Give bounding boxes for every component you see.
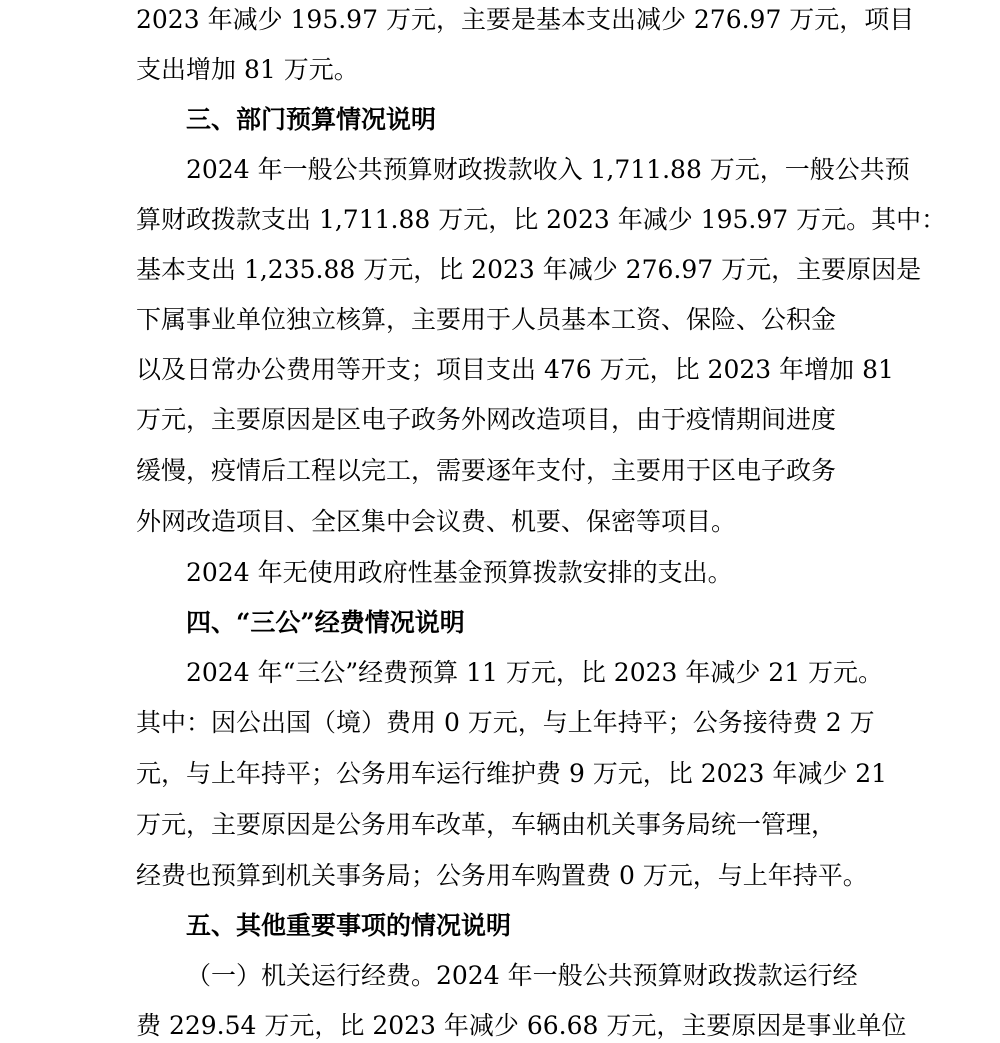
text-line: 其中：因公出国（境）费用 0 万元，与上年持平；公务接待费 2 万 [136, 708, 875, 737]
text-line: 基本支出 1,235.88 万元，比 2023 年减少 276.97 万元，主要原因是 [136, 255, 922, 284]
text-line: 以及日常办公费用等开支；项目支出 476 万元，比 2023 年增加 81 [136, 355, 894, 384]
text-line: 费 229.54 万元，比 2023 年减少 66.68 万元，主要原因是事业单位 [136, 1011, 907, 1040]
text-line: （一）机关运行经费。2024 年一般公共预算财政拨款运行经 [186, 961, 858, 990]
text-line: 支出增加 81 万元。 [136, 55, 359, 84]
text-line: 经费也预算到机关事务局；公务用车购置费 0 万元，与上年持平。 [136, 861, 868, 890]
section-heading-4: 四、“三公”经费情况说明 [186, 608, 465, 637]
text-line: 缓慢，疫情后工程以完工，需要逐年支付，主要用于区电子政务 [136, 456, 837, 485]
text-line: 万元，主要原因是公务用车改革，车辆由机关事务局统一管理， [136, 810, 837, 839]
text-line: 外网改造项目、全区集中会议费、机要、保密等项目。 [136, 507, 737, 536]
text-line: 2024 年一般公共预算财政拨款收入 1,711.88 万元，一般公共预 [186, 155, 910, 184]
text-line: 2024 年无使用政府性基金预算拨款安排的支出。 [186, 558, 733, 587]
text-line: 2024 年“三公”经费预算 11 万元，比 2023 年减少 21 万元。 [186, 658, 884, 687]
section-heading-5: 五、其他重要事项的情况说明 [186, 911, 512, 940]
text-line: 算财政拨款支出 1,711.88 万元，比 2023 年减少 195.97 万元。其中： [136, 205, 947, 234]
text-line: 下属事业单位独立核算，主要用于人员基本工资、保险、公积金 [136, 305, 837, 334]
section-heading-3: 三、部门预算情况说明 [186, 105, 437, 134]
text-line: 2023 年减少 195.97 万元，主要是基本支出减少 276.97 万元，项目 [136, 5, 915, 34]
text-line: 元，与上年持平；公务用车运行维护费 9 万元，比 2023 年减少 21 [136, 759, 888, 788]
text-line: 万元，主要原因是区电子政务外网改造项目，由于疫情期间进度 [136, 405, 837, 434]
